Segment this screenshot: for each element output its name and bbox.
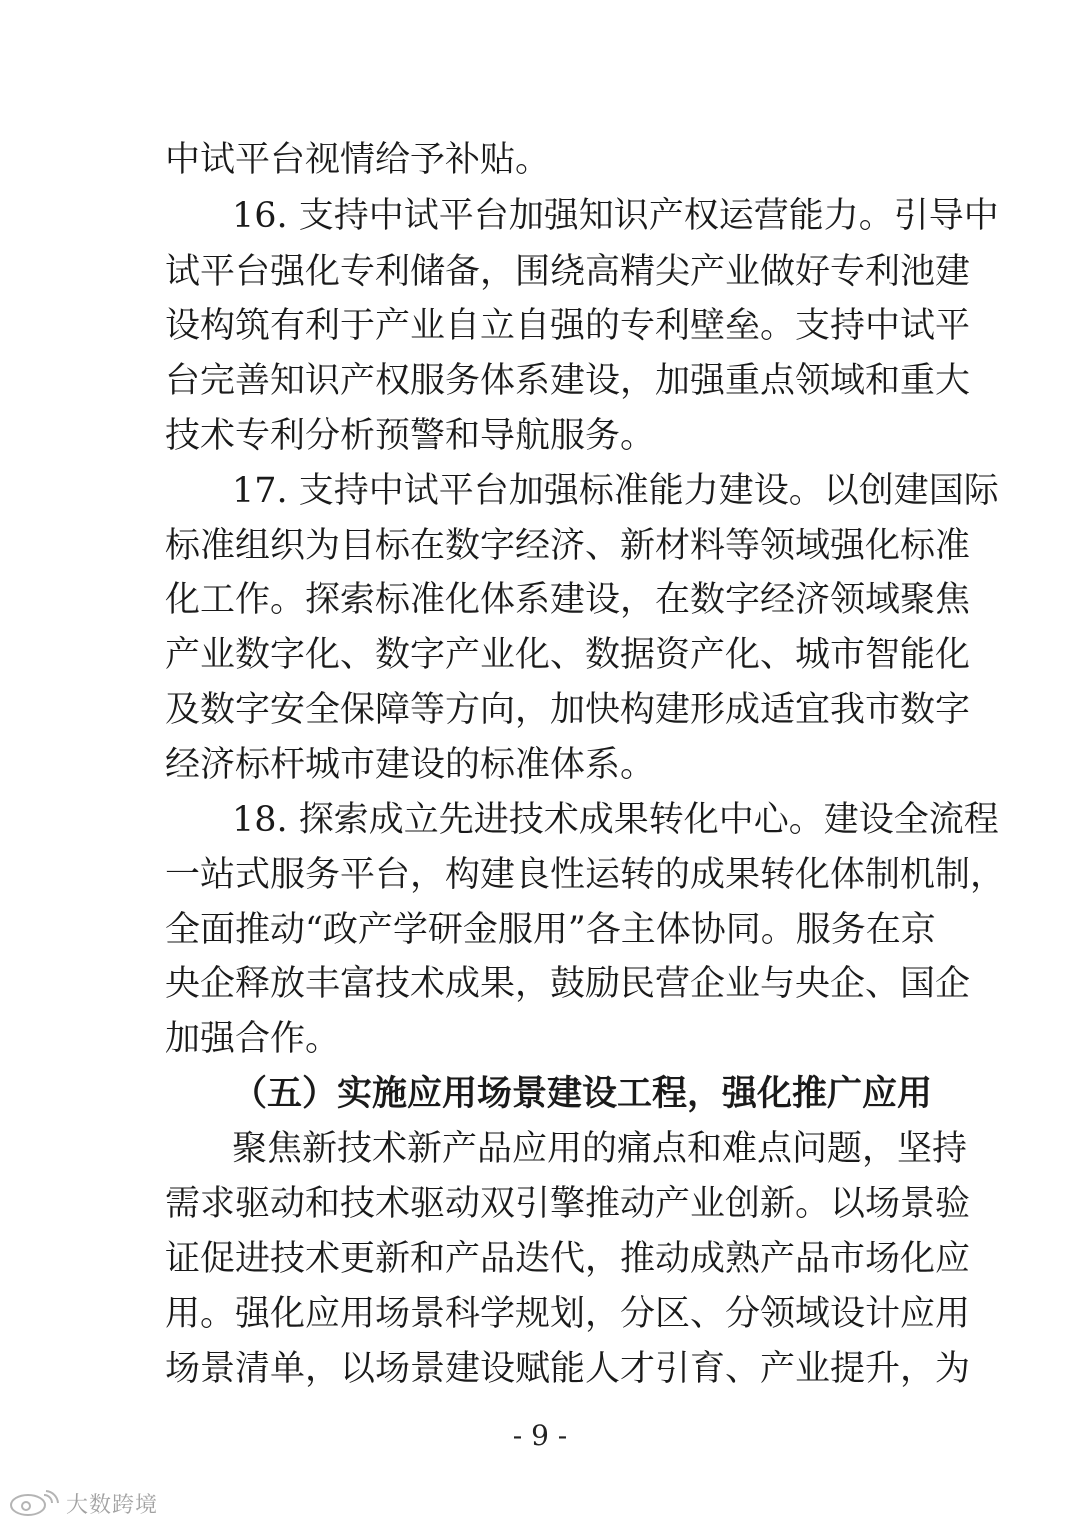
section-paragraph-first-line: 聚焦新技术新产品应用的痛点和难点问题，坚持 — [232, 1129, 968, 1169]
text-line: 加强合作。 — [165, 1019, 341, 1059]
text-line: 台完善知识产权服务体系建设，加强重点领域和重大 — [165, 361, 971, 401]
text-line: 设构筑有利于产业自立自强的专利壁垒。支持中试平 — [165, 306, 971, 346]
text-line: 技术专利分析预警和导航服务。 — [165, 416, 656, 456]
text-line: 试平台强化专利储备，围绕高精尖产业做好专利池建 — [165, 252, 971, 292]
text-line: 产业数字化、数字产业化、数据资产化、城市智能化 — [165, 635, 971, 675]
page-number: - 9 - — [512, 1419, 568, 1452]
weibo-logo-icon — [8, 1489, 60, 1517]
text-line: 需求驱动和技术驱动双引擎推动产业创新。以场景验 — [165, 1184, 971, 1224]
text-line: 全面推动“政产学研金服用”各主体协同。服务在京 — [165, 910, 936, 950]
text-line: 证促进技术更新和产品迭代，推动成熟产品市场化应 — [165, 1239, 971, 1279]
paragraph-17-first-line: 17. 支持中试平台加强标准能力建设。以创建国际 — [232, 471, 999, 511]
text-line: 及数字安全保障等方向，加快构建形成适宜我市数字 — [165, 690, 971, 730]
text-line: 用。强化应用场景科学规划，分区、分领域设计应用 — [165, 1294, 971, 1334]
text-line: 场景清单，以场景建设赋能人才引育、产业提升，为 — [165, 1349, 971, 1389]
section-heading: （五）实施应用场景建设工程，强化推广应用 — [232, 1074, 933, 1114]
text-line: 中试平台视情给予补贴。 — [165, 140, 551, 180]
paragraph-16-first-line: 16. 支持中试平台加强知识产权运营能力。引导中 — [232, 196, 999, 236]
text-line: 央企释放丰富技术成果，鼓励民营企业与央企、国企 — [165, 964, 971, 1004]
text-line: 化工作。探索标准化体系建设，在数字经济领域聚焦 — [165, 580, 971, 620]
watermark-text: 大数跨境 — [66, 1492, 159, 1518]
watermark — [8, 1486, 158, 1520]
text-line: 标准组织为目标在数字经济、新材料等领域强化标准 — [165, 526, 971, 566]
paragraph-18-first-line: 18. 探索成立先进技术成果转化中心。建设全流程 — [232, 800, 999, 840]
text-line: 一站式服务平台，构建良性运转的成果转化体制机制， — [165, 855, 1006, 895]
text-line: 经济标杆城市建设的标准体系。 — [165, 745, 656, 785]
